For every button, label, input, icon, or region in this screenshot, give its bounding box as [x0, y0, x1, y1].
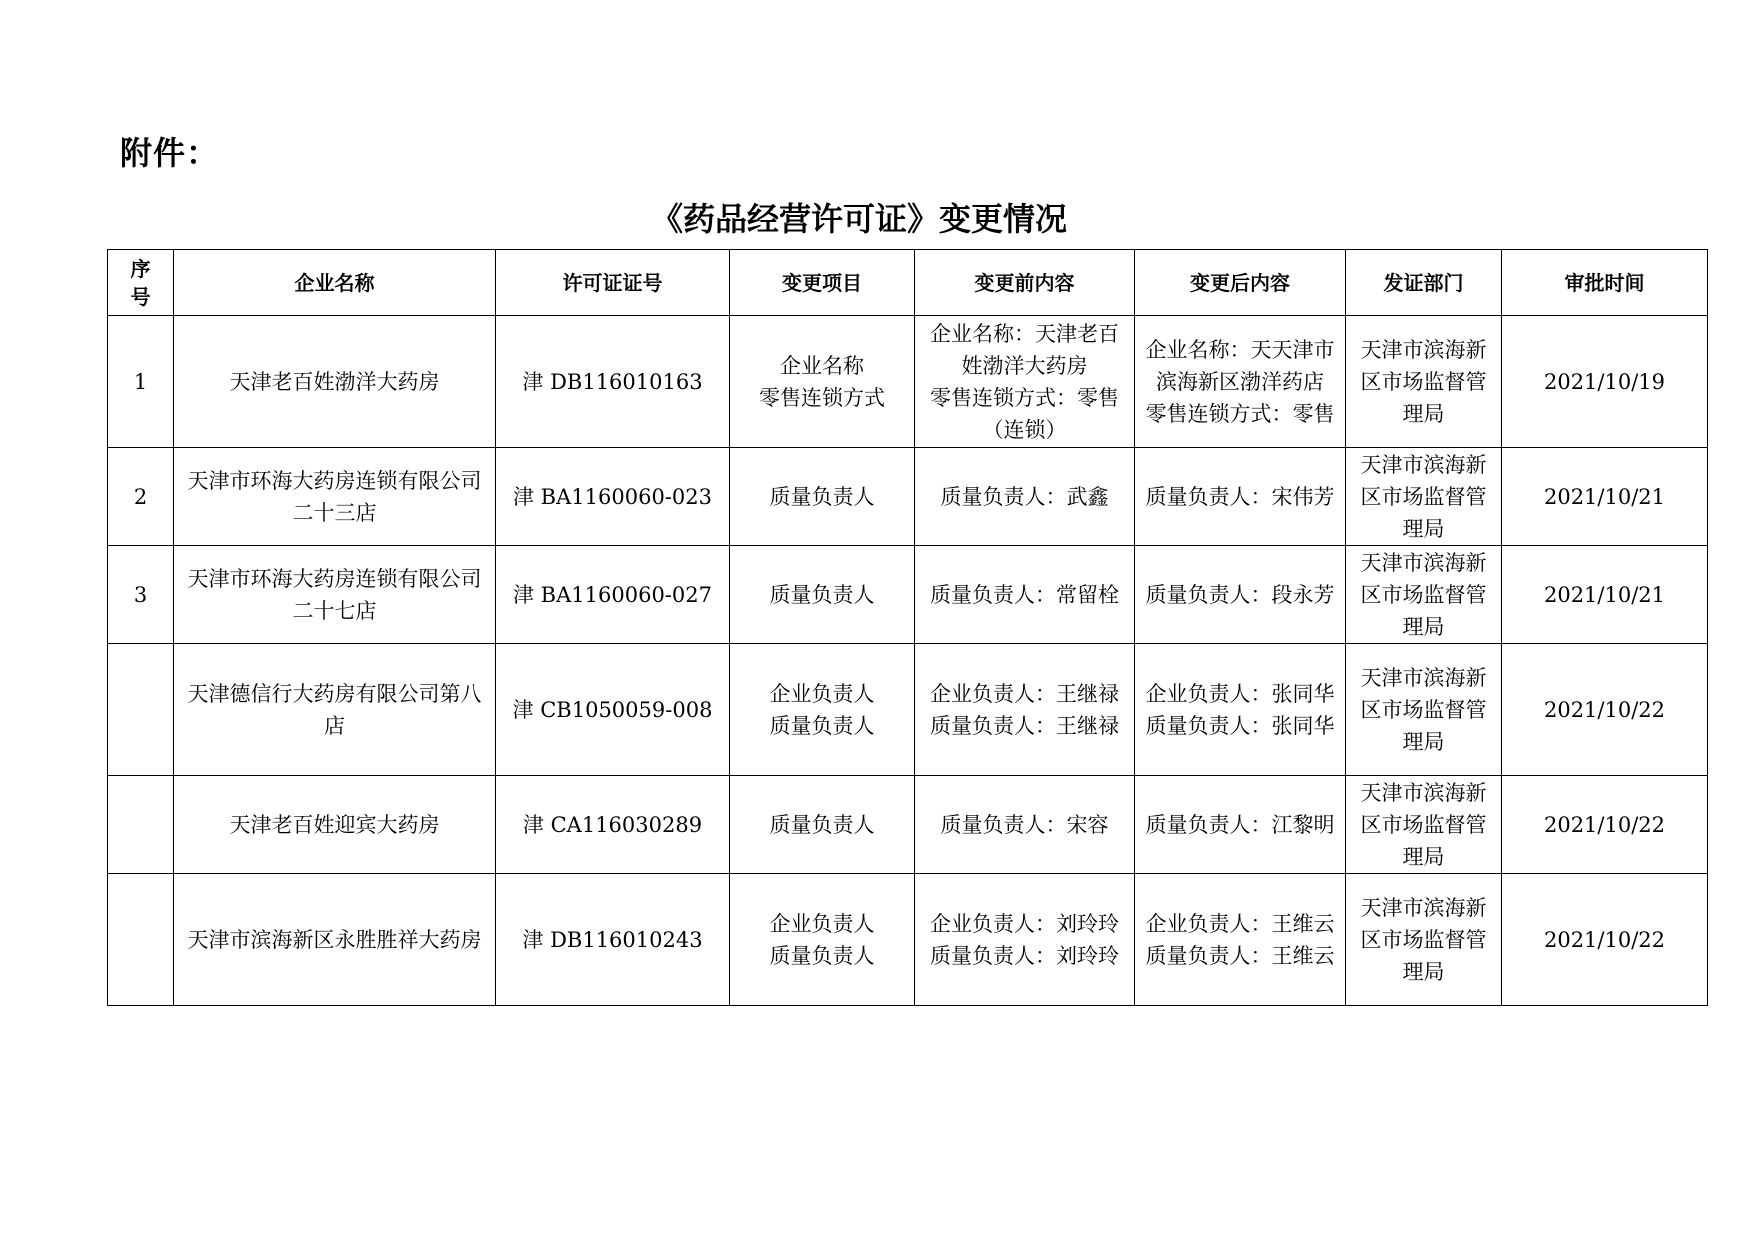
issuing-department: 天津市滨海新区市场监督管理局 — [1346, 776, 1502, 874]
issuing-department: 天津市滨海新区市场监督管理局 — [1346, 644, 1502, 776]
after-content: 质量负责人：江黎明 — [1135, 776, 1346, 874]
table-row — [108, 644, 1708, 776]
after-content: 企业名称：天天津市滨海新区渤洋药店 零售连锁方式：零售 — [1135, 316, 1346, 448]
change-item: 质量负责人 — [730, 546, 915, 644]
row-index — [108, 776, 174, 874]
company-name: 天津老百姓迎宾大药房 — [174, 776, 496, 874]
change-item: 企业名称 零售连锁方式 — [730, 316, 915, 448]
row-index: 3 — [108, 546, 174, 644]
header-index: 序 号 — [108, 250, 174, 316]
license-change-table — [107, 249, 1708, 1006]
row-index: 2 — [108, 448, 174, 546]
before-content: 质量负责人：武鑫 — [915, 448, 1135, 546]
change-item: 质量负责人 — [730, 448, 915, 546]
before-content: 质量负责人：宋容 — [915, 776, 1135, 874]
approval-date: 2021/10/22 — [1502, 874, 1708, 1006]
row-index — [108, 644, 174, 776]
after-content: 企业负责人：王维云 质量负责人：王维云 — [1135, 874, 1346, 1006]
issuing-department: 天津市滨海新区市场监督管理局 — [1346, 448, 1502, 546]
after-content: 质量负责人：宋伟芳 — [1135, 448, 1346, 546]
after-content: 质量负责人：段永芳 — [1135, 546, 1346, 644]
license-number: 津 CB1050059-008 — [496, 644, 730, 776]
table-row — [108, 776, 1708, 874]
header-after: 变更后内容 — [1135, 250, 1346, 316]
change-item: 企业负责人 质量负责人 — [730, 874, 915, 1006]
approval-date: 2021/10/22 — [1502, 644, 1708, 776]
approval-date: 2021/10/21 — [1502, 546, 1708, 644]
header-change-item: 变更项目 — [730, 250, 915, 316]
company-name: 天津市环海大药房连锁有限公司二十三店 — [174, 448, 496, 546]
row-index: 1 — [108, 316, 174, 448]
before-content: 企业负责人：刘玲玲 质量负责人：刘玲玲 — [915, 874, 1135, 1006]
issuing-department: 天津市滨海新区市场监督管理局 — [1346, 316, 1502, 448]
header-before: 变更前内容 — [915, 250, 1135, 316]
approval-date: 2021/10/21 — [1502, 448, 1708, 546]
license-number: 津 BA1160060-027 — [496, 546, 730, 644]
table-row — [108, 874, 1708, 1006]
license-number: 津 DB116010163 — [496, 316, 730, 448]
issuing-department: 天津市滨海新区市场监督管理局 — [1346, 546, 1502, 644]
header-license: 许可证证号 — [496, 250, 730, 316]
company-name: 天津市滨海新区永胜胜祥大药房 — [174, 874, 496, 1006]
header-company: 企业名称 — [174, 250, 496, 316]
license-number: 津 BA1160060-023 — [496, 448, 730, 546]
before-content: 企业名称：天津老百姓渤洋大药房 零售连锁方式：零售（连锁） — [915, 316, 1135, 448]
approval-date: 2021/10/19 — [1502, 316, 1708, 448]
table-row — [108, 316, 1708, 448]
change-item: 企业负责人 质量负责人 — [730, 644, 915, 776]
table-row — [108, 448, 1708, 546]
company-name: 天津德信行大药房有限公司第八店 — [174, 644, 496, 776]
header-department: 发证部门 — [1346, 250, 1502, 316]
table-row — [108, 546, 1708, 644]
approval-date: 2021/10/22 — [1502, 776, 1708, 874]
issuing-department: 天津市滨海新区市场监督管理局 — [1346, 874, 1502, 1006]
license-number: 津 CA116030289 — [496, 776, 730, 874]
before-content: 质量负责人：常留栓 — [915, 546, 1135, 644]
after-content: 企业负责人：张同华 质量负责人：张同华 — [1135, 644, 1346, 776]
company-name: 天津市环海大药房连锁有限公司二十七店 — [174, 546, 496, 644]
company-name: 天津老百姓渤洋大药房 — [174, 316, 496, 448]
license-number: 津 DB116010243 — [496, 874, 730, 1006]
attachment-label: 附件： — [120, 134, 220, 172]
table-header-row — [108, 250, 1708, 316]
before-content: 企业负责人：王继禄 质量负责人：王继禄 — [915, 644, 1135, 776]
change-item: 质量负责人 — [730, 776, 915, 874]
header-approval-date: 审批时间 — [1502, 250, 1708, 316]
page-title: 《药品经营许可证》变更情况 — [650, 200, 1067, 238]
row-index — [108, 874, 174, 1006]
